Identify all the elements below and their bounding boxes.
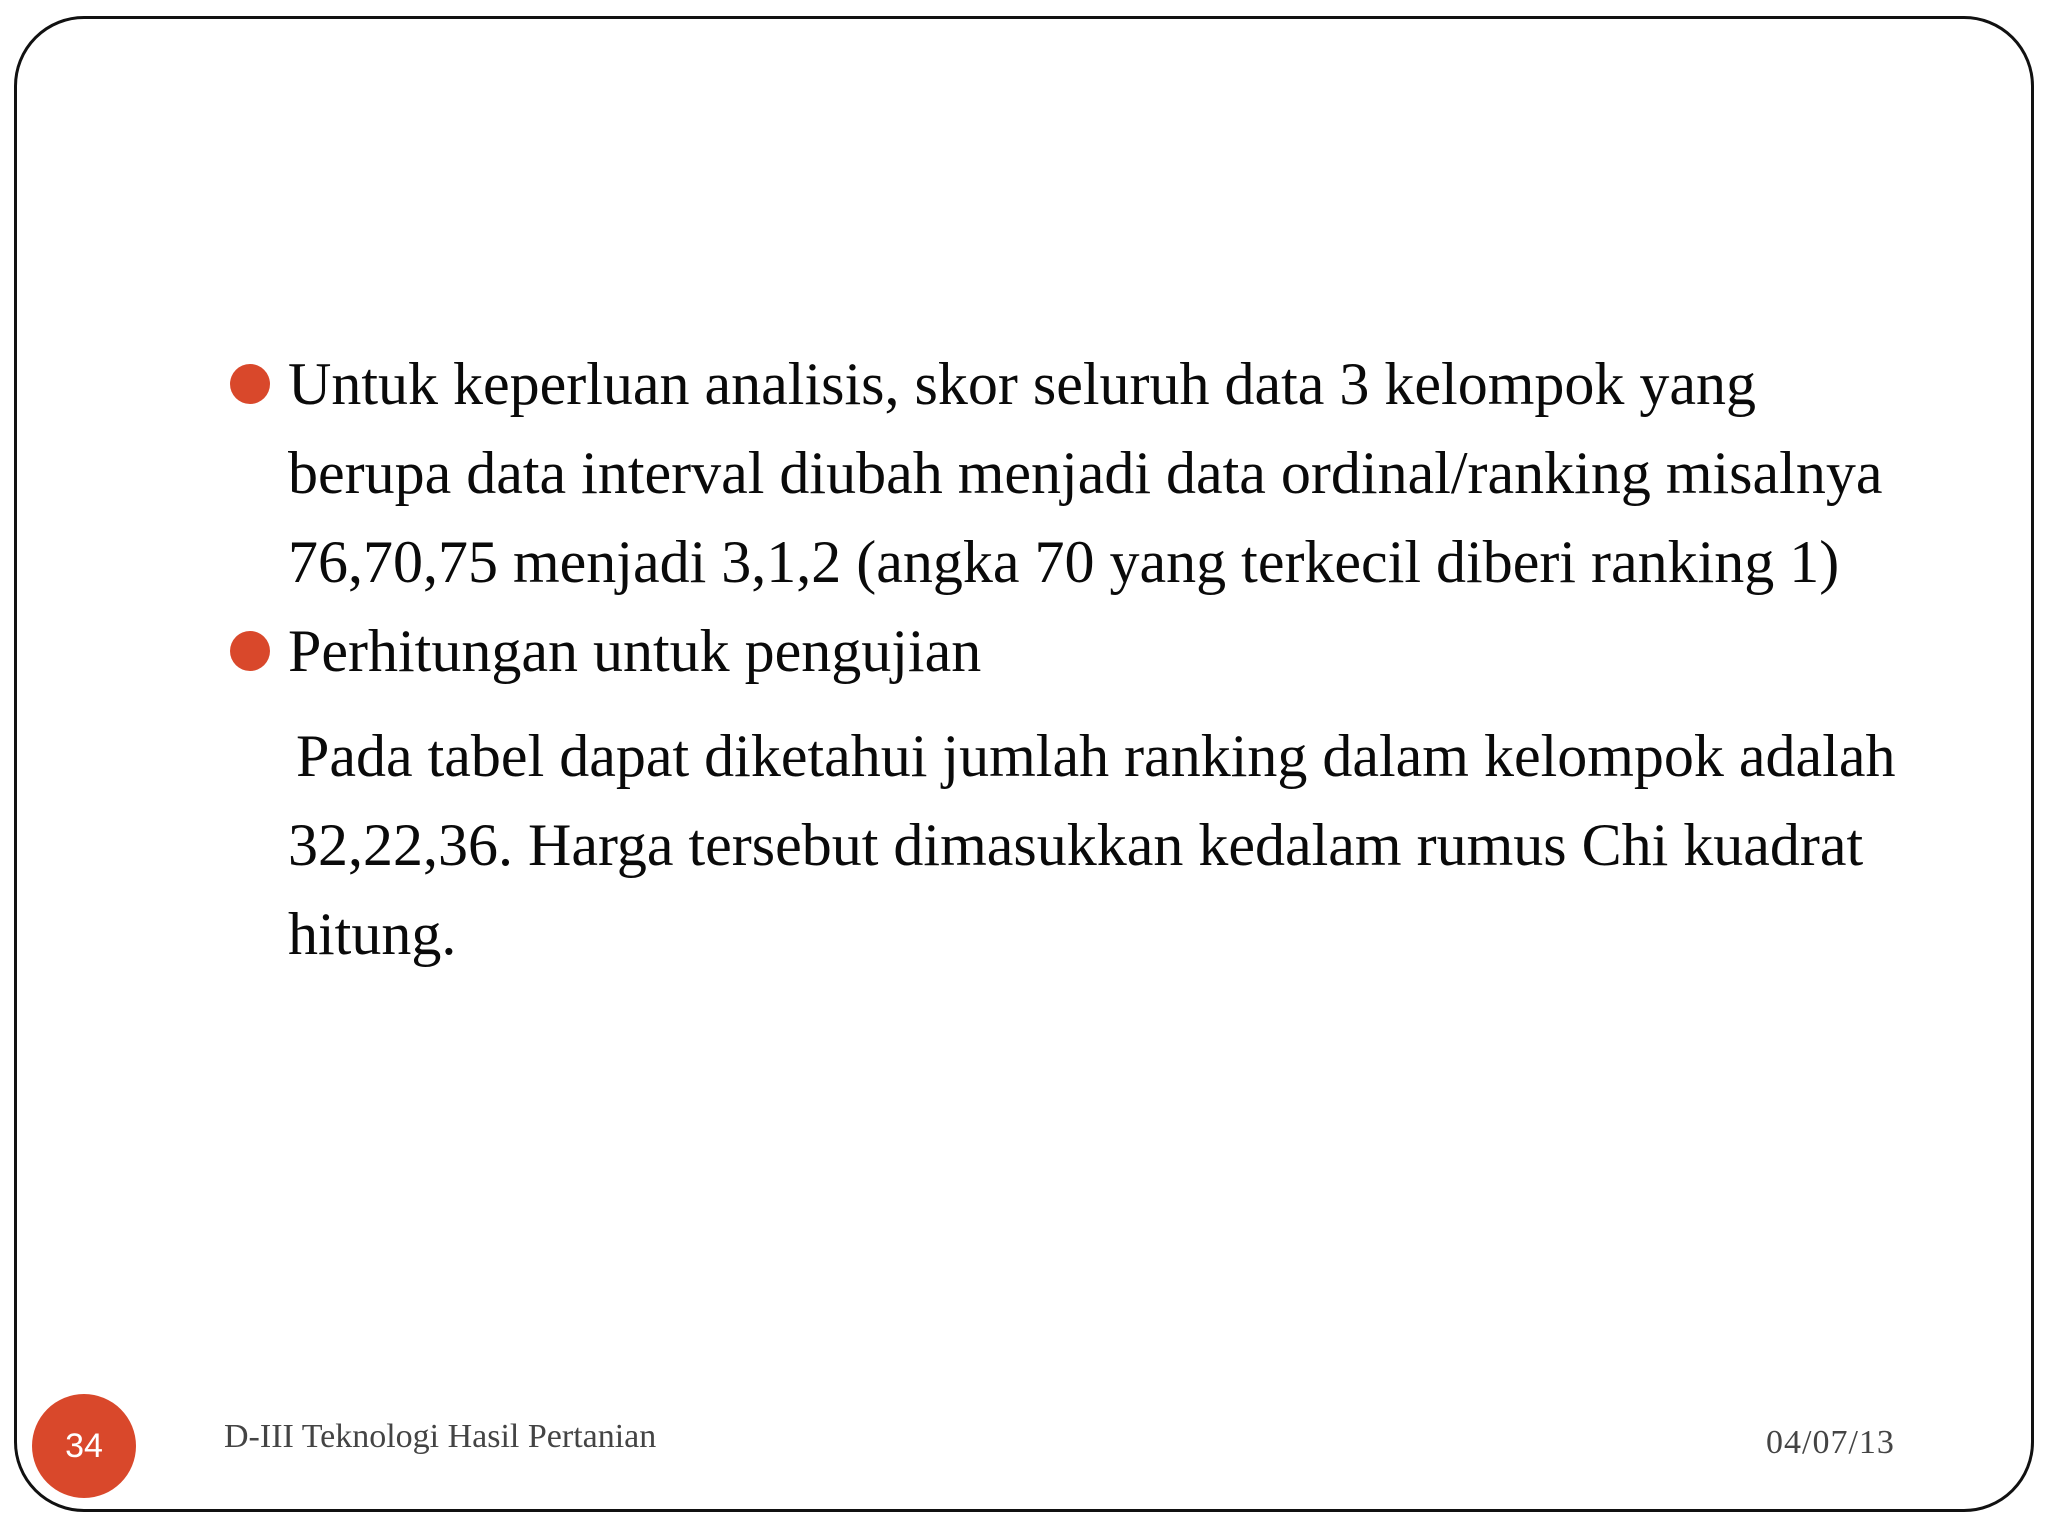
bullet-dot-icon (230, 364, 270, 404)
bullet-item-analysis (220, 340, 1920, 607)
slide-content (220, 340, 1920, 979)
page-number-badge: 34 (32, 1394, 136, 1498)
bullet-item-calculation (220, 607, 1920, 696)
explanation-paragraph: Pada tabel dapat diketahui jumlah ranking dalam kelompok adalah 32,22,36. Harga tersebut dimasukkan kedalam rumus Chi kuadrat hitung. (288, 723, 1896, 967)
bullet-text: Untuk keperluan analisis, skor seluruh data 3 kelompok yang berupa data interval diubah menjadi data ordinal/ranking misalnya 76,70,75 menjadi 3,1,2 (angka 70 yang terkecil diberi ranking 1) (288, 351, 1883, 595)
footer-date: 04/07/13 (1766, 1424, 1895, 1461)
bullet-dot-icon (230, 631, 270, 671)
bullet-text: Perhitungan untuk pengujian (288, 618, 982, 684)
footer-program-name: D-III Teknologi Hasil Pertanian (224, 1418, 657, 1455)
